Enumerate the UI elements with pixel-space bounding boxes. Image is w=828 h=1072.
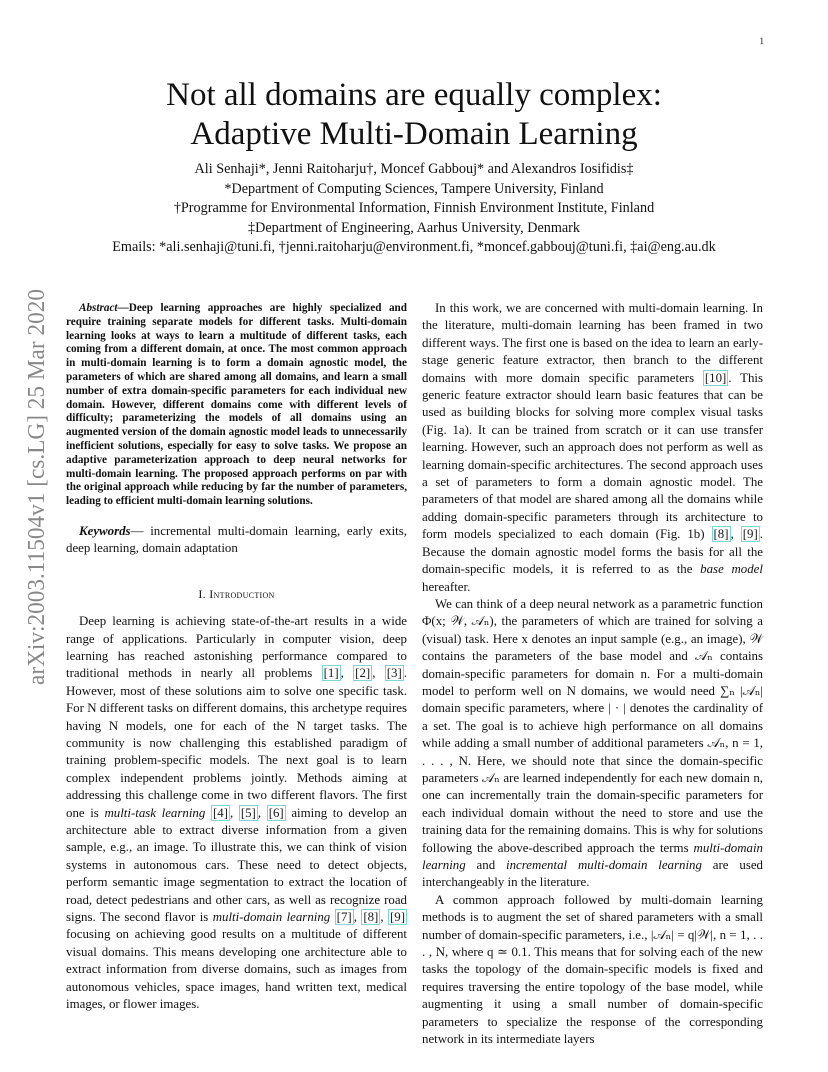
text-run: aiming to develop an architecture able to extract diverse information from a given sample, e.g., an image. To illustrate this, we can think of vision systems in autonomous cars. These need to detect objects, perform semantic image segmentation to extract the location of road, detect pedestrians and other cars, as well as recognize road signs. The second flavor is xyxy=(66,805,407,925)
citation-link[interactable]: [9] xyxy=(742,527,758,542)
citation-link[interactable]: [7] xyxy=(336,910,352,925)
paper-title xyxy=(0,76,828,154)
citation-link[interactable]: [8] xyxy=(363,910,379,925)
body-paragraph-3: A common approach followed by multi-domain learning methods is to augment the set of shared parameters with a small number of domain-specific parameters, i.e., |𝒜ₙ| = q|𝒲|, n = 1, . . . , N, where q ≃ 0.1. This means that for solving each of the new tasks the topology of the domain-specific models is fixed and requires traversing the entire topology of the base model, while augmenting it using a small number of domain-specific parameters to specialize the response of the corresponding network in its intermediate layers xyxy=(422,892,763,1047)
page-number: 1 xyxy=(759,36,764,46)
term-multi-domain-learning: multi-domain learning xyxy=(212,910,331,925)
section-title: Introduction xyxy=(209,586,275,601)
term-multi-domain-learning: multi-domain learning xyxy=(422,840,763,872)
arxiv-stamp xyxy=(14,285,54,685)
author-emails: Emails: *ali.senhaji@tuni.fi, †jenni.raitoharju@environment.fi, *moncef.gabbouj@tuni.fi, ‡ai@eng.au.dk xyxy=(112,239,716,255)
abstract-label: Abstract xyxy=(79,302,118,314)
arxiv-stamp-text: arXiv:2003.11504v1 [cs.LG] 25 Mar 2020 xyxy=(23,285,50,685)
title-line-1: Not all domains are equally complex: xyxy=(166,77,662,113)
affiliation-2: †Programme for Environmental Information, Finnish Environment Institute, Finland xyxy=(173,200,655,216)
citation-link[interactable]: [8] xyxy=(713,527,729,542)
keywords xyxy=(66,523,407,558)
citation-link[interactable]: [9] xyxy=(389,910,405,925)
text-run: focusing on achieving good results on a multitude of different visual domains. This means developing one architecture able to extract information from diverse domains, such as images from autonomous vehicles, space images, hand written text, medical images, or flower images. xyxy=(66,927,407,1012)
citation-link[interactable]: [6] xyxy=(268,805,284,820)
section-number: I. xyxy=(198,586,206,601)
term-base-model: base model xyxy=(700,562,763,577)
citation-link[interactable]: [10] xyxy=(704,370,727,385)
text-run: . However, most of these solutions aim to solve one specific task. For N different tasks on different domains, this archetype requires having N models, one for each of the N target tasks. The community is now challenging this established paradigm of training problem-specific models. The next goal is to learn complex independent problems jointly. Methods aiming at addressing this challenge come in two different flavors. The first one is xyxy=(66,666,407,820)
abstract-text: —Deep learning approaches are highly specialized and require training separate models for different tasks. Multi-domain learning looks at ways to learn a multitude of different tasks, each coming from a different domain, at once. The most common approach in multi-domain learning is to form a domain agnostic model, the parameters of which are shared among all domains, and learn a small number of extra domain-specific parameters for each individual new domain. However, different domains come with different levels of difficulty; parameterizing the models of all domains using an augmented version of the domain agnostic model leads to unnecessarily inefficient solutions, especially for easy to solve tasks. We propose an adaptive parameterization approach to deep neural networks for multi-domain learning. The proposed approach performs on par with the original approach while reducing by far the number of parameters, leading to efficient multi-domain learning solutions. xyxy=(66,302,407,508)
term-multi-task-learning: multi-task learning xyxy=(104,805,206,820)
citation-link[interactable]: [2] xyxy=(355,666,371,681)
left-column xyxy=(66,302,407,1014)
keywords-text: — incremental multi-domain learning, early exits, deep learning, domain adaptation xyxy=(66,523,407,556)
text-run: . Because the domain agnostic model forms the basis for all the domain-specific models, it is referred to as the xyxy=(422,527,764,577)
body-paragraph-1: In this work, we are concerned with multi-domain learning. In the literature, multi-domain learning has been framed in two different ways. The first one is based on the idea to learn an early-stage generic feature extractor, then branch to the different domains with more domain specific parameters [10] . This generic feature extractor should learn basic features that can be used as building blocks for solving more complex visual tasks (Fig. 1a). It can be trained from scratch or it can use transfer learning. However, such an approach does not perform as well as learning domain-specific architectures. The second approach uses a set of parameters to form a domain agnostic model. The parameters of that model are shared among all the domains while adding domain-specific parameters through its architecture to form models specialized to each domain (Fig. 1b) [8] , [9] . Because the domain agnostic model forms the basis for all the domain-specific models, it is referred to as the base model hereafter. xyxy=(422,301,764,594)
text-run: We can think of a deep neural network as a parametric function Φ(x; 𝒲, 𝒜ₙ), the parameters of which are trained for solving a (visual) task. Here x denotes an input sample (e.g., an image), 𝒲 contains the parameters of the base model and 𝒜ₙ contains domain-specific parameters for domain n. For a multi-domain model to perform well on N domains, we would need ∑ₙ |𝒜ₙ| domain specific parameters, where | · | denotes the cardinality of a set. The goal is to achieve high performance on all domains while adding a small number of additional parameters 𝒜ₙ, n = 1, . . . , N. Here, we should note that since the domain-specific parameters 𝒜ₙ are learned independently for each new domain n, one can incrementally train the domain-specific parameters for each individual domain without the need to store and use the training data for the remaining domains. This is why for solutions following the above-described approach the terms xyxy=(422,596,763,855)
text-run: Deep learning is achieving state-of-the-art results in a wide range of applications. Particularly in computer vision, deep learning has reached astonishing performance compared to traditional methods in nearly all problems xyxy=(66,614,407,681)
body-paragraph-2 xyxy=(422,596,763,892)
section-heading xyxy=(66,586,407,603)
text-run: are used interchangeably in the literature. xyxy=(422,858,763,890)
text-run: . This generic feature extractor should learn basic features that can be used as building blocks for solving more complex visual tasks (Fig. 1a). It can be trained from scratch or it can use transfer learning. However, such an approach does not perform as well as learning domain-specific architectures. The second approach uses a set of parameters to form a domain agnostic model. The parameters of that model are shared among all the domains while adding domain-specific parameters through its architecture to form models specialized to each domain (Fig. 1b) xyxy=(422,370,763,542)
citation-link[interactable]: [1] xyxy=(323,666,339,681)
text-run: In this work, we are concerned with multi-domain learning. In the literature, multi-domain learning has been framed in two different ways. The first one is based on the idea to learn an early-stage generic feature extractor, then branch to the different domains with more domain specific parameters xyxy=(422,301,764,385)
citation-link[interactable]: [5] xyxy=(240,805,256,820)
affiliation-3: ‡Department of Engineering, Aarhus University, Denmark xyxy=(248,219,580,236)
citation-link[interactable]: [4] xyxy=(212,805,228,820)
abstract xyxy=(66,302,407,509)
citation-link[interactable]: [3] xyxy=(386,666,402,681)
right-column xyxy=(422,300,763,1048)
affiliation-1: *Department of Computing Sciences, Tampere University, Finland xyxy=(224,180,604,197)
author-block xyxy=(0,160,828,258)
title-line-2: Adaptive Multi-Domain Learning xyxy=(190,116,638,152)
author-names: Ali Senhaji*, Jenni Raitoharju†, Moncef Gabbouj* and Alexandros Iosifidis‡ xyxy=(194,161,634,177)
term-incremental-multi-domain-learning: incremental multi-domain learning xyxy=(506,858,702,872)
keywords-label: Keywords xyxy=(79,523,131,538)
intro-paragraph-1: Deep learning is achieving state-of-the-art results in a wide range of applications. Particularly in computer vision, deep learning has reached astonishing performance compared to traditional methods in nearly all problems [1] , [2] , [3] . However, most of these solutions aim to solve one specific task. For N different tasks on different domains, this archetype requires having N models, one for each of the N target tasks. The community is now challenging this established paradigm of training problem-specific models. The next goal is to learn complex independent problems jointly. Methods aiming at addressing this challenge come in two different flavors. The first one is multi-task learning [4] , [5] , [6] aiming to develop an architecture able to extract diverse information from a given sample, e.g., an image. To illustrate this, we can think of vision systems in autonomous cars. These need to detect objects, perform semantic image segmentation to extract the location of road, detect pedestrians and other cars, as well as recognize road signs. The second flavor is multi-domain learning [7] , [8] , [9] focusing on achieving good results on a multitude of different visual domains. This means developing one architecture able to extract information from diverse domains, such as images from autonomous vehicles, space images, hand written text, medical images, or flower images. xyxy=(66,614,407,1012)
text-run: and xyxy=(465,858,506,872)
text-run: hereafter. xyxy=(422,579,471,594)
